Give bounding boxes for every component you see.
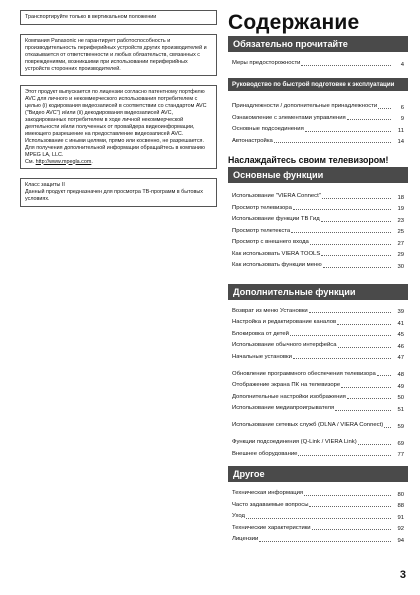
toc-entry-page: 80 (397, 491, 404, 498)
toc-entry-page: 88 (397, 503, 404, 509)
toc-entry-label: Функции подсоединения (Q-Link / VIERA Link) (232, 439, 357, 446)
toc-entry[interactable] (232, 201, 404, 213)
toc-entry[interactable] (232, 532, 404, 544)
toc-list-other (228, 486, 408, 544)
toc-entry-leader (301, 65, 391, 66)
left-column (20, 10, 217, 216)
toc-entry[interactable] (232, 212, 404, 224)
toc-entry[interactable] (232, 247, 404, 259)
toc-entry-leader (377, 375, 391, 376)
toc-entry-leader (274, 142, 391, 143)
toc-entry-leader (335, 410, 391, 411)
toc-entry[interactable] (232, 111, 404, 123)
toc-list-basic (228, 189, 408, 270)
toc-entry-label: Часто задаваемые вопросы (232, 501, 309, 508)
toc-entry-page: 45 (397, 332, 404, 338)
toc-entry[interactable] (232, 56, 404, 68)
toc-entry-leader (246, 518, 391, 519)
toc-entry[interactable] (232, 509, 404, 521)
toc-entry-leader (312, 529, 391, 530)
toc-entry[interactable] (232, 315, 404, 327)
toc-entry-leader (291, 232, 391, 233)
toc-entry[interactable] (232, 350, 404, 362)
toc-list-quick-start (228, 94, 408, 146)
toc-entry-page: 94 (397, 537, 404, 544)
orientation-notice-text: Транспортируйте только в вертикальном положении (25, 14, 157, 20)
toc-entry-label: Ознакомление с элементами управления (232, 114, 346, 121)
section-other (228, 466, 408, 544)
toc-entry[interactable] (232, 413, 404, 430)
license-contact: Для получения дополнительной информации обращайтесь в компанию MPEG LA, LLC. (25, 144, 205, 158)
toc-entry-label: Внешнее оборудование (232, 450, 298, 457)
toc-entry[interactable] (232, 94, 404, 111)
toc-entry-page: 14 (397, 139, 404, 145)
section-advanced (228, 284, 408, 459)
toc-entry-page: 6 (400, 104, 404, 111)
toc-entry[interactable] (232, 327, 404, 339)
toc-entry-page: 39 (397, 309, 404, 315)
toc-entry-page: 27 (397, 240, 404, 247)
toc-entry[interactable] (232, 390, 404, 402)
toc-entry-leader (309, 506, 391, 507)
toc-entry-label: Техническая информация (232, 490, 304, 497)
toc-entry-page: 77 (397, 452, 404, 458)
toc-entry-page: 92 (397, 526, 404, 532)
toc-entry-label: Настройка и редактирование каналов (232, 319, 337, 326)
toc-entry-page: 29 (397, 252, 404, 258)
toc-entry-leader (358, 444, 391, 445)
toc-list-must-read (228, 56, 408, 68)
toc-entry[interactable] (232, 304, 404, 316)
toc-entry-leader (323, 267, 391, 268)
table-of-contents (228, 10, 408, 550)
toc-entry[interactable] (232, 189, 404, 201)
protection-class-text: Данный продукт предназначен для просмотра ТВ-программ в бытовых условиях. (25, 189, 203, 203)
toc-title: Содержание (228, 11, 360, 34)
toc-entry-label: Просмотр с внешнего входа (232, 239, 309, 246)
toc-entry-label: Технические характеристики (232, 524, 311, 531)
orientation-notice (20, 10, 217, 25)
section-quick-start (228, 78, 408, 146)
section-heading-basic: Основные функции (228, 167, 408, 183)
toc-entry-label: Принадлежности / дополнительные принадлежности (232, 103, 378, 110)
toc-entry-leader (341, 387, 391, 388)
disclaimer-notice (20, 34, 217, 77)
toc-entry-label: Блокировка от детей (232, 330, 289, 337)
toc-entry[interactable] (232, 258, 404, 270)
toc-entry-page: 25 (397, 229, 404, 235)
license-site-prefix: См. (25, 158, 36, 165)
toc-entry[interactable] (232, 447, 404, 459)
toc-entry-page: 41 (397, 320, 404, 327)
section-heading-advanced: Дополнительные функции (228, 284, 408, 300)
toc-entry-label: Использование медиапроигрывателя (232, 405, 335, 412)
toc-entry[interactable] (232, 338, 404, 350)
protection-class-notice (20, 178, 217, 207)
toc-entry-leader (309, 312, 391, 313)
toc-entry-label: Просмотр телевизора (232, 204, 292, 211)
toc-entry-label: Использование обычного интерфейса (232, 342, 337, 349)
disclaimer-text: Компания Panasonic не гарантирует работоспособность и производительность периферийных устройств других производителей и отказывается от ответственности и любых обязательств, связанных с повреждениями, возникшими при использовании периферийных устройств сторонних производителей. (25, 37, 207, 72)
toc-entry-leader (259, 541, 391, 542)
toc-entry-leader (298, 455, 391, 456)
toc-entry[interactable] (232, 430, 404, 447)
toc-entry[interactable] (232, 498, 404, 510)
toc-entry-page: 50 (397, 395, 404, 401)
toc-entry-label: Дополнительные настройки изображения (232, 393, 346, 400)
toc-entry-leader (304, 495, 391, 496)
toc-entry-label: Обновление программного обеспечения телевизора (232, 370, 376, 377)
toc-entry-label: Основные подсоединения (232, 126, 304, 133)
license-notice (20, 85, 217, 169)
toc-entry-leader (338, 347, 391, 348)
promo-heading: Наслаждайтесь своим телевизором! (228, 155, 389, 165)
toc-entry-page: 11 (397, 127, 404, 134)
toc-entry-page: 69 (397, 440, 404, 447)
protection-class-title: Класс защиты II (25, 182, 65, 189)
toc-list-advanced (228, 304, 408, 459)
toc-entry-leader (310, 244, 391, 245)
toc-entry-leader (384, 427, 391, 428)
toc-entry-label: Просмотр телетекста (232, 227, 291, 234)
toc-entry-leader (293, 358, 391, 359)
toc-entry-page: 48 (397, 372, 404, 378)
toc-entry-leader (347, 398, 391, 399)
license-site (25, 159, 212, 166)
toc-entry-page: 47 (397, 355, 404, 361)
toc-entry[interactable] (232, 378, 404, 390)
toc-entry-page: 46 (397, 343, 404, 350)
toc-entry-page: 59 (397, 423, 404, 430)
section-heading-quick-start: Руководство по быстрой подготовке к эксплуатации (228, 78, 408, 91)
toc-entry[interactable] (232, 521, 404, 533)
page-number: 3 (399, 569, 406, 581)
toc-entry-page: 19 (397, 206, 404, 212)
toc-entry[interactable] (232, 401, 404, 413)
toc-entry-page: 49 (397, 383, 404, 390)
section-must-read (228, 36, 408, 68)
toc-entry-leader (321, 221, 391, 222)
toc-entry-leader (322, 198, 391, 199)
toc-entry-label: Отображение экрана ПК на телевизоре (232, 382, 341, 389)
toc-entry-label: Лицензии (232, 536, 259, 543)
license-site-link[interactable]: http://www.mpegla.com (35, 158, 92, 165)
license-text: Этот продукт выпускается по лицензии согласно патентному портфелю AVC для личного и некоммерческого использования потребителем с целью (i) кодирования видеозаписей в соответствии со стандартом AVC ("Видео AVC") и/или (ii) декодирования видеозаписей AVC, закодированных потребителем в ходе личной некоммерческой деятельности и/или полученных от провайдера видеоинформации, имеющего разрешение на предоставление видеозаписей AVC. Использование с иными целями, прямо или косвенно, не разрешается. (25, 89, 207, 144)
toc-entry-leader (337, 324, 391, 325)
toc-entry-page: 18 (397, 194, 404, 201)
toc-entry[interactable] (232, 122, 404, 134)
toc-entry[interactable] (232, 486, 404, 498)
toc-entry-label: Начальные установки (232, 353, 292, 360)
toc-entry[interactable] (232, 134, 404, 146)
toc-entry-page: 30 (397, 263, 404, 270)
toc-entry-leader (321, 255, 391, 256)
toc-entry-leader (290, 335, 391, 336)
toc-entry[interactable] (232, 361, 404, 378)
toc-entry-leader (378, 108, 391, 109)
toc-entry-leader (347, 119, 391, 120)
toc-entry-page: 51 (397, 406, 404, 413)
toc-entry-label: Как использовать функции меню (232, 262, 322, 269)
toc-entry-label: Использование функции ТВ Гид (232, 216, 320, 223)
toc-entry[interactable] (232, 235, 404, 247)
toc-entry-leader (293, 209, 391, 210)
section-basic (228, 167, 408, 270)
toc-entry-label: Как использовать VIERA TOOLS (232, 250, 321, 257)
toc-entry-page: 9 (400, 116, 404, 122)
section-heading-must-read: Обязательно прочитайте (228, 36, 408, 52)
toc-entry-label: Уход (232, 513, 245, 520)
section-heading-other: Другое (228, 466, 408, 482)
toc-entry-label: Использование "VIERA Connect" (232, 193, 321, 200)
toc-entry-label: Возврат из меню Установки (232, 307, 308, 314)
toc-entry-label: Использование сетевых служб (DLNA / VIERA Connect) (232, 422, 384, 429)
toc-entry[interactable] (232, 224, 404, 236)
toc-entry-page: 23 (397, 217, 404, 224)
toc-entry-leader (305, 131, 391, 132)
toc-entry-page: 4 (400, 61, 404, 68)
toc-entry-page: 91 (397, 514, 404, 521)
toc-entry-label: Меры предосторожности (232, 60, 301, 67)
license-site-suffix: . (91, 158, 93, 165)
toc-entry-label: Автонастройка (232, 137, 273, 144)
